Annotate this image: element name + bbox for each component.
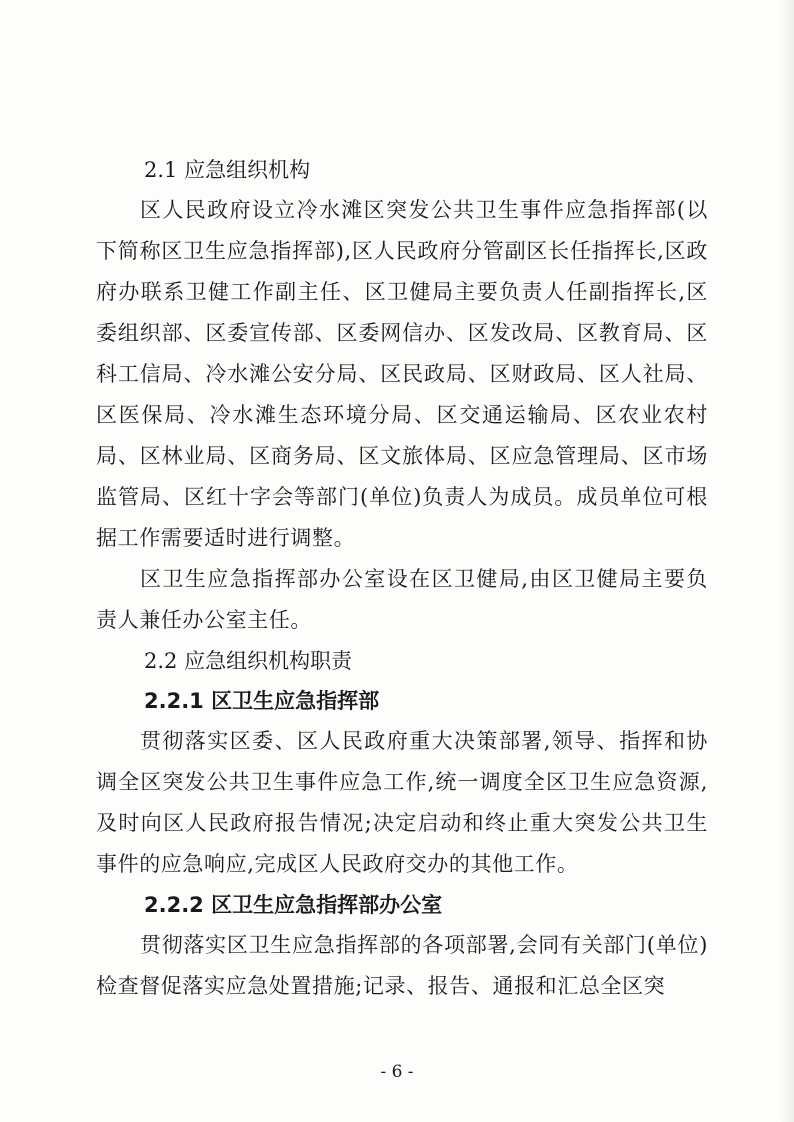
section-2-2-1-paragraph: 贯彻落实区委、区人民政府重大决策部署,领导、指挥和协调全区突发公共卫生事件应急工作,统一调度全区卫生应急资源,及时向区人民政府报告情况;决定启动和终止重大突发公共卫生事件的应急响应,完成区人民政府交办的其他工作。 bbox=[96, 729, 708, 876]
page-edge-shadow bbox=[780, 0, 794, 1122]
section-2-1-heading: 2.1 应急组织机构 bbox=[144, 158, 311, 182]
document-body bbox=[96, 150, 708, 1007]
section-2-1-paragraph-1: 区人民政府设立冷水滩区突发公共卫生事件应急指挥部(以下简称区卫生应急指挥部),区人民政府分管副区长任指挥长,区政府办联系卫健工作副主任、区卫健局主要负责人任副指挥长,区委组织部、区委宣传部、区委网信办、区发改局、区教育局、区科工信局、冷水滩公安分局、区民政局、区财政局、区人社局、区医保局、冷水滩生态环境分局、区交通运输局、区农业农村局、区林业局、区商务局、区文旅体局、区应急管理局、区市场监管局、区红十字会等部门(单位)负责人为成员。成员单位可根据工作需要适时进行调整。 bbox=[96, 198, 708, 550]
section-2-2-2-paragraph: 贯彻落实区卫生应急指挥部的各项部署,会同有关部门(单位)检查督促落实应急处置措施;记录、报告、通报和汇总全区突 bbox=[96, 933, 708, 998]
section-2-2-2-heading: 2.2.2 区卫生应急指挥部办公室 bbox=[144, 893, 443, 917]
page-number: - 6 - bbox=[380, 1062, 414, 1082]
section-2-2-1-heading: 2.2.1 区卫生应急指挥部 bbox=[144, 689, 380, 713]
section-2-1-paragraph-2: 区卫生应急指挥部办公室设在区卫健局,由区卫健局主要负责人兼任办公室主任。 bbox=[96, 567, 708, 632]
section-2-2-heading: 2.2 应急组织机构职责 bbox=[144, 649, 353, 673]
